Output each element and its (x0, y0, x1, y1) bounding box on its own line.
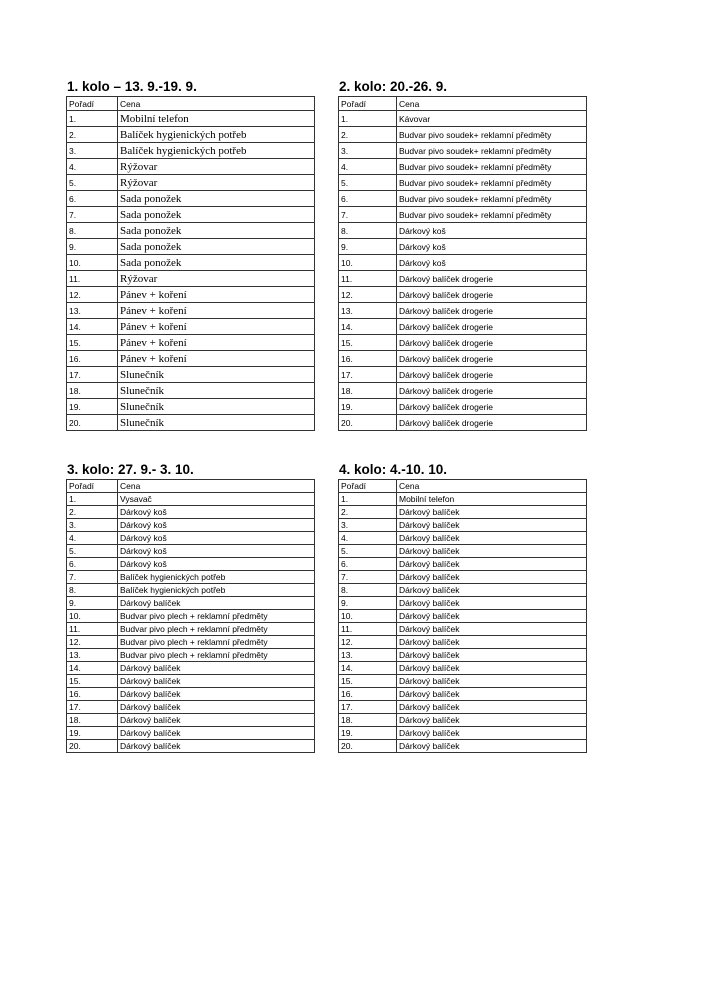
prize-cell: Dárkový balíček drogerie (397, 271, 587, 287)
table-header-row (339, 480, 587, 493)
rank-cell: 17. (339, 367, 397, 383)
prize-cell: Dárkový balíček (118, 727, 315, 740)
table-row (339, 519, 587, 532)
prize-cell: Budvar pivo soudek+ reklamní předměty (397, 143, 587, 159)
table-row (67, 175, 315, 191)
rank-cell: 5. (67, 545, 118, 558)
rank-cell: 14. (67, 662, 118, 675)
rank-cell: 13. (67, 303, 118, 319)
prize-cell: Dárkový balíček (118, 688, 315, 701)
rank-cell: 8. (67, 584, 118, 597)
rank-cell: 10. (67, 610, 118, 623)
table-row (339, 287, 587, 303)
rank-cell: 7. (339, 207, 397, 223)
table-row (67, 303, 315, 319)
prize-cell: Dárkový balíček (397, 727, 587, 740)
prize-cell: Dárkový koš (397, 239, 587, 255)
prize-cell: Balíček hygienických potřeb (118, 127, 315, 143)
prize-cell: Pánev + koření (118, 303, 315, 319)
prize-cell: Dárkový balíček (397, 675, 587, 688)
prize-cell: Sada ponožek (118, 239, 315, 255)
rank-cell: 12. (339, 287, 397, 303)
table-row (339, 532, 587, 545)
table-row (67, 493, 315, 506)
table-row (339, 351, 587, 367)
prize-cell: Dárkový balíček (118, 701, 315, 714)
column-header-rank: Pořadí (339, 480, 397, 493)
prize-cell: Dárkový koš (397, 223, 587, 239)
table-row (67, 255, 315, 271)
rank-cell: 9. (339, 597, 397, 610)
table-row (67, 584, 315, 597)
prize-cell: Dárkový balíček (397, 740, 587, 753)
table-row (339, 255, 587, 271)
prize-cell: Dárkový balíček drogerie (397, 319, 587, 335)
prize-cell: Slunečník (118, 399, 315, 415)
prize-cell: Dárkový balíček (397, 597, 587, 610)
rank-cell: 17. (67, 367, 118, 383)
rank-cell: 1. (339, 493, 397, 506)
column-header-prize: Cena (118, 480, 315, 493)
table-row (339, 207, 587, 223)
table-row (67, 727, 315, 740)
prize-cell: Rýžovar (118, 175, 315, 191)
rank-cell: 20. (339, 415, 397, 431)
table-row (67, 319, 315, 335)
prize-cell: Dárkový koš (118, 545, 315, 558)
table-row (339, 493, 587, 506)
table-row (67, 143, 315, 159)
rank-cell: 18. (339, 383, 397, 399)
column-header-rank: Pořadí (67, 97, 118, 111)
rank-cell: 15. (67, 335, 118, 351)
table-row (67, 519, 315, 532)
round-1-section (66, 79, 315, 431)
prize-cell: Dárkový balíček drogerie (397, 399, 587, 415)
rank-cell: 9. (67, 239, 118, 255)
rank-cell: 19. (339, 727, 397, 740)
rank-cell: 12. (67, 636, 118, 649)
prize-cell: Dárkový koš (118, 558, 315, 571)
prize-cell: Dárkový balíček (397, 584, 587, 597)
table-row (339, 740, 587, 753)
rank-cell: 6. (67, 191, 118, 207)
rank-cell: 18. (67, 383, 118, 399)
column-header-prize: Cena (397, 480, 587, 493)
table-row (339, 571, 587, 584)
table-row (67, 127, 315, 143)
round-2-title: 2. kolo: 20.-26. 9. (339, 79, 448, 94)
prize-cell: Dárkový balíček (397, 714, 587, 727)
table-row (67, 383, 315, 399)
prize-cell: Pánev + koření (118, 319, 315, 335)
table-header-row (339, 97, 587, 111)
table-row (339, 127, 587, 143)
table-row (339, 675, 587, 688)
table-row (339, 649, 587, 662)
rank-cell: 6. (339, 191, 397, 207)
round-1-table (66, 96, 315, 431)
prize-cell: Vysavač (118, 493, 315, 506)
prize-cell: Dárkový balíček (397, 506, 587, 519)
prize-cell: Pánev + koření (118, 351, 315, 367)
rank-cell: 18. (67, 714, 118, 727)
rank-cell: 9. (339, 239, 397, 255)
table-row (339, 303, 587, 319)
prize-cell: Dárkový balíček (118, 714, 315, 727)
prize-cell: Dárkový balíček (397, 662, 587, 675)
rank-cell: 15. (67, 675, 118, 688)
rank-cell: 7. (67, 571, 118, 584)
table-row (67, 239, 315, 255)
rank-cell: 6. (67, 558, 118, 571)
table-row (339, 335, 587, 351)
rank-cell: 7. (67, 207, 118, 223)
round-4-section (338, 462, 587, 753)
prize-cell: Dárkový koš (118, 519, 315, 532)
rank-cell: 2. (67, 127, 118, 143)
table-row (339, 415, 587, 431)
table-row (339, 688, 587, 701)
rank-cell: 7. (339, 571, 397, 584)
rank-cell: 11. (339, 623, 397, 636)
rank-cell: 16. (67, 688, 118, 701)
rank-cell: 10. (67, 255, 118, 271)
prize-cell: Budvar pivo soudek+ reklamní předměty (397, 127, 587, 143)
prize-cell: Budvar pivo plech + reklamní předměty (118, 623, 315, 636)
rank-cell: 5. (339, 545, 397, 558)
table-row (339, 506, 587, 519)
table-row (339, 727, 587, 740)
table-row (339, 545, 587, 558)
rank-cell: 20. (67, 415, 118, 431)
prize-cell: Slunečník (118, 367, 315, 383)
prize-cell: Budvar pivo soudek+ reklamní předměty (397, 175, 587, 191)
table-row (67, 558, 315, 571)
prize-cell: Dárkový balíček (118, 662, 315, 675)
table-row (339, 271, 587, 287)
rank-cell: 2. (67, 506, 118, 519)
table-row (67, 271, 315, 287)
table-row (67, 207, 315, 223)
table-row (339, 714, 587, 727)
table-row (67, 597, 315, 610)
table-row (67, 662, 315, 675)
rank-cell: 10. (339, 610, 397, 623)
table-row (67, 649, 315, 662)
table-row (67, 191, 315, 207)
table-row (67, 223, 315, 239)
table-row (339, 584, 587, 597)
table-row (67, 399, 315, 415)
prize-cell: Budvar pivo plech + reklamní předměty (118, 636, 315, 649)
table-row (67, 701, 315, 714)
rank-cell: 14. (339, 319, 397, 335)
rank-cell: 20. (339, 740, 397, 753)
prize-cell: Dárkový balíček (397, 636, 587, 649)
prize-cell: Dárkový balíček (397, 571, 587, 584)
rank-cell: 19. (67, 727, 118, 740)
rank-cell: 5. (67, 175, 118, 191)
table-header-row (67, 97, 315, 111)
table-row (339, 597, 587, 610)
round-3-section (66, 462, 315, 753)
round-4-table (338, 479, 587, 753)
table-row (339, 159, 587, 175)
prize-cell: Budvar pivo plech + reklamní předměty (118, 649, 315, 662)
column-header-rank: Pořadí (339, 97, 397, 111)
table-row (339, 610, 587, 623)
prize-cell: Dárkový balíček (118, 675, 315, 688)
prize-cell: Balíček hygienických potřeb (118, 584, 315, 597)
prize-cell: Mobilní telefon (118, 111, 315, 127)
table-row (67, 532, 315, 545)
prize-cell: Budvar pivo plech + reklamní předměty (118, 610, 315, 623)
rank-cell: 5. (339, 175, 397, 191)
table-row (67, 740, 315, 753)
rank-cell: 1. (339, 111, 397, 127)
rank-cell: 2. (339, 127, 397, 143)
round-3-table (66, 479, 315, 753)
prize-cell: Balíček hygienických potřeb (118, 571, 315, 584)
table-row (339, 367, 587, 383)
rank-cell: 14. (339, 662, 397, 675)
rank-cell: 12. (67, 287, 118, 303)
rank-cell: 11. (339, 271, 397, 287)
table-row (339, 558, 587, 571)
prize-cell: Dárkový balíček (397, 532, 587, 545)
table-row (339, 111, 587, 127)
prize-cell: Dárkový balíček (397, 545, 587, 558)
table-row (67, 714, 315, 727)
table-row (339, 191, 587, 207)
table-row (67, 287, 315, 303)
rank-cell: 16. (339, 351, 397, 367)
rank-cell: 6. (339, 558, 397, 571)
rank-cell: 11. (67, 623, 118, 636)
rank-cell: 18. (339, 714, 397, 727)
prize-cell: Dárkový balíček drogerie (397, 383, 587, 399)
prize-cell: Slunečník (118, 383, 315, 399)
table-row (339, 223, 587, 239)
table-row (67, 545, 315, 558)
rank-cell: 3. (67, 143, 118, 159)
rank-cell: 16. (67, 351, 118, 367)
prize-cell: Mobilní telefon (397, 493, 587, 506)
rank-cell: 15. (339, 335, 397, 351)
prize-cell: Pánev + koření (118, 335, 315, 351)
table-row (339, 662, 587, 675)
rank-cell: 8. (339, 223, 397, 239)
prize-cell: Dárkový balíček (397, 649, 587, 662)
rank-cell: 20. (67, 740, 118, 753)
table-row (67, 506, 315, 519)
table-row (339, 143, 587, 159)
prize-cell: Sada ponožek (118, 191, 315, 207)
rank-cell: 19. (339, 399, 397, 415)
rank-cell: 9. (67, 597, 118, 610)
prize-cell: Budvar pivo soudek+ reklamní předměty (397, 159, 587, 175)
prize-cell: Dárkový balíček (397, 610, 587, 623)
rank-cell: 3. (339, 143, 397, 159)
rank-cell: 3. (339, 519, 397, 532)
table-row (339, 175, 587, 191)
rank-cell: 15. (339, 675, 397, 688)
rank-cell: 8. (67, 223, 118, 239)
rank-cell: 4. (339, 159, 397, 175)
prize-cell: Dárkový balíček drogerie (397, 415, 587, 431)
table-row (67, 111, 315, 127)
table-row (339, 239, 587, 255)
prize-cell: Dárkový balíček drogerie (397, 351, 587, 367)
prize-cell: Balíček hygienických potřeb (118, 143, 315, 159)
rank-cell: 14. (67, 319, 118, 335)
prize-cell: Dárkový balíček (118, 740, 315, 753)
prize-cell: Slunečník (118, 415, 315, 431)
rank-cell: 1. (67, 493, 118, 506)
round-4-title: 4. kolo: 4.-10. 10. (339, 462, 448, 477)
table-row (67, 688, 315, 701)
rank-cell: 13. (339, 649, 397, 662)
round-2-section (338, 79, 587, 431)
rank-cell: 4. (67, 532, 118, 545)
table-row (339, 623, 587, 636)
table-row (67, 367, 315, 383)
column-header-prize: Cena (118, 97, 315, 111)
table-row (67, 636, 315, 649)
rank-cell: 17. (339, 701, 397, 714)
table-row (67, 159, 315, 175)
rank-cell: 11. (67, 271, 118, 287)
prize-cell: Sada ponožek (118, 223, 315, 239)
prize-cell: Dárkový balíček (397, 688, 587, 701)
table-row (67, 675, 315, 688)
rank-cell: 19. (67, 399, 118, 415)
rank-cell: 13. (67, 649, 118, 662)
prize-cell: Rýžovar (118, 159, 315, 175)
prize-cell: Dárkový balíček drogerie (397, 287, 587, 303)
table-header-row (67, 480, 315, 493)
prize-cell: Kávovar (397, 111, 587, 127)
table-row (67, 623, 315, 636)
prize-cell: Budvar pivo soudek+ reklamní předměty (397, 207, 587, 223)
table-row (67, 415, 315, 431)
round-3-title: 3. kolo: 27. 9.- 3. 10. (67, 462, 194, 477)
prize-cell: Dárkový balíček drogerie (397, 335, 587, 351)
rank-cell: 4. (339, 532, 397, 545)
column-header-rank: Pořadí (67, 480, 118, 493)
prize-cell: Dárkový balíček (397, 519, 587, 532)
rank-cell: 1. (67, 111, 118, 127)
table-row (67, 571, 315, 584)
prize-cell: Dárkový balíček (118, 597, 315, 610)
prize-cell: Sada ponožek (118, 255, 315, 271)
prize-cell: Dárkový koš (397, 255, 587, 271)
round-1-title: 1. kolo – 13. 9.-19. 9. (67, 79, 197, 94)
prize-cell: Dárkový koš (118, 506, 315, 519)
rank-cell: 12. (339, 636, 397, 649)
table-row (67, 335, 315, 351)
prize-cell: Budvar pivo soudek+ reklamní předměty (397, 191, 587, 207)
prize-cell: Dárkový balíček (397, 623, 587, 636)
prize-cell: Pánev + koření (118, 287, 315, 303)
table-row (67, 351, 315, 367)
table-row (339, 701, 587, 714)
rank-cell: 2. (339, 506, 397, 519)
prize-cell: Dárkový balíček drogerie (397, 367, 587, 383)
table-row (339, 383, 587, 399)
prize-cell: Dárkový balíček (397, 701, 587, 714)
table-row (67, 610, 315, 623)
rank-cell: 13. (339, 303, 397, 319)
prize-cell: Dárkový koš (118, 532, 315, 545)
column-header-prize: Cena (397, 97, 587, 111)
round-2-table (338, 96, 587, 431)
table-row (339, 319, 587, 335)
prize-cell: Dárkový balíček (397, 558, 587, 571)
table-row (339, 399, 587, 415)
table-row (339, 636, 587, 649)
rank-cell: 4. (67, 159, 118, 175)
prize-cell: Rýžovar (118, 271, 315, 287)
rank-cell: 10. (339, 255, 397, 271)
rank-cell: 16. (339, 688, 397, 701)
rank-cell: 17. (67, 701, 118, 714)
rank-cell: 3. (67, 519, 118, 532)
prize-cell: Sada ponožek (118, 207, 315, 223)
rank-cell: 8. (339, 584, 397, 597)
prize-cell: Dárkový balíček drogerie (397, 303, 587, 319)
